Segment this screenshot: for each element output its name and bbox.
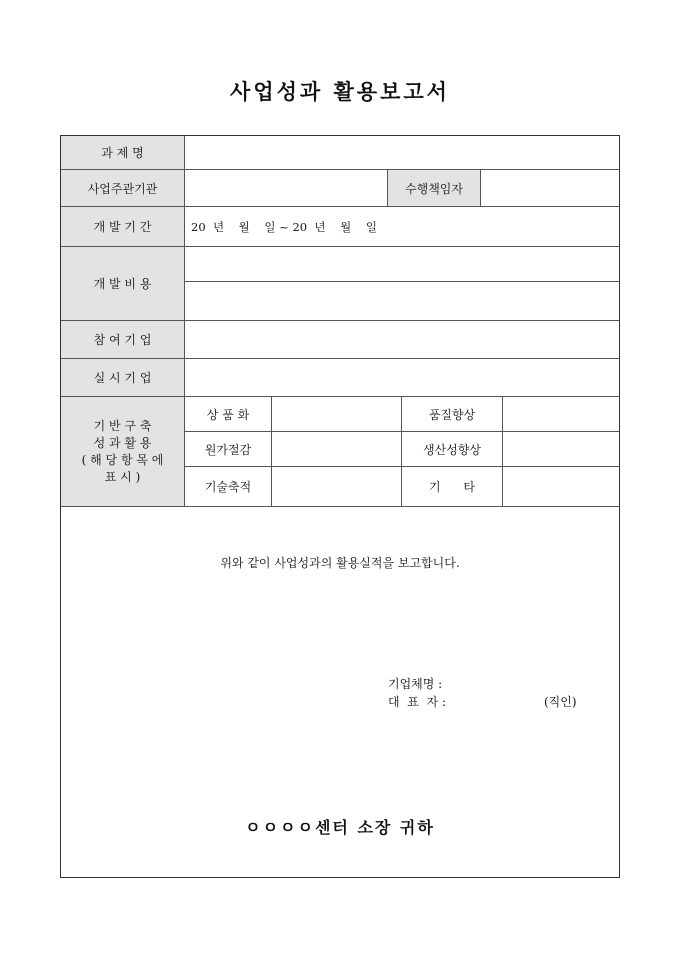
report-body (61, 507, 619, 877)
cost-label: 개 발 비 용 (61, 247, 185, 321)
cost-field-1[interactable] (185, 247, 619, 282)
report-form (60, 135, 620, 878)
commercialization-field[interactable] (272, 397, 402, 432)
participant-label: 참 여 기 업 (61, 321, 185, 359)
quality-improvement-field[interactable] (503, 397, 619, 432)
period-field[interactable]: 20 년 월 일 ~ 20 년 월 일 (185, 207, 619, 247)
utilization-label (61, 397, 185, 507)
other-field[interactable] (503, 467, 619, 507)
utilization-label-line: 성 과 활 용 (93, 435, 152, 450)
organizer-field[interactable] (185, 170, 388, 207)
participant-field[interactable] (185, 321, 619, 359)
tech-accumulation-label: 기술축적 (185, 467, 272, 507)
executor-field[interactable] (185, 359, 619, 397)
executor-label: 실 시 기 업 (61, 359, 185, 397)
representative-label: 대 표 자 : (388, 695, 446, 709)
project-name-label: 과 제 명 (61, 136, 185, 170)
utilization-label-line: ( 해 당 항 목 에 (81, 452, 164, 467)
utilization-label-line: 기 반 구 축 (93, 418, 152, 433)
addressee: ㅇㅇㅇㅇ센터 소장 귀하 (245, 818, 435, 837)
document-title: 사업성과 활용보고서 (230, 79, 450, 104)
commercialization-label: 상 품 화 (185, 397, 272, 432)
other-label: 기 타 (402, 467, 503, 507)
period-label: 개 발 기 간 (61, 207, 185, 247)
report-statement: 위와 같이 사업성과의 활용실적을 보고합니다. (220, 556, 460, 570)
manager-field[interactable] (481, 170, 619, 207)
organizer-label: 사업주관기관 (61, 170, 185, 207)
cost-reduction-field[interactable] (272, 432, 402, 467)
quality-improvement-label: 품질향상 (402, 397, 503, 432)
project-name-field[interactable] (185, 136, 619, 170)
productivity-label: 생산성향상 (402, 432, 503, 467)
seal-label: (직인) (544, 695, 577, 709)
tech-accumulation-field[interactable] (272, 467, 402, 507)
cost-reduction-label: 원가절감 (185, 432, 272, 467)
company-name-label: 기업체명 : (388, 677, 443, 691)
manager-label: 수행책임자 (388, 170, 481, 207)
cost-field-2[interactable] (185, 282, 619, 321)
utilization-label-line: 표 시 ) (104, 469, 141, 484)
productivity-field[interactable] (503, 432, 619, 467)
